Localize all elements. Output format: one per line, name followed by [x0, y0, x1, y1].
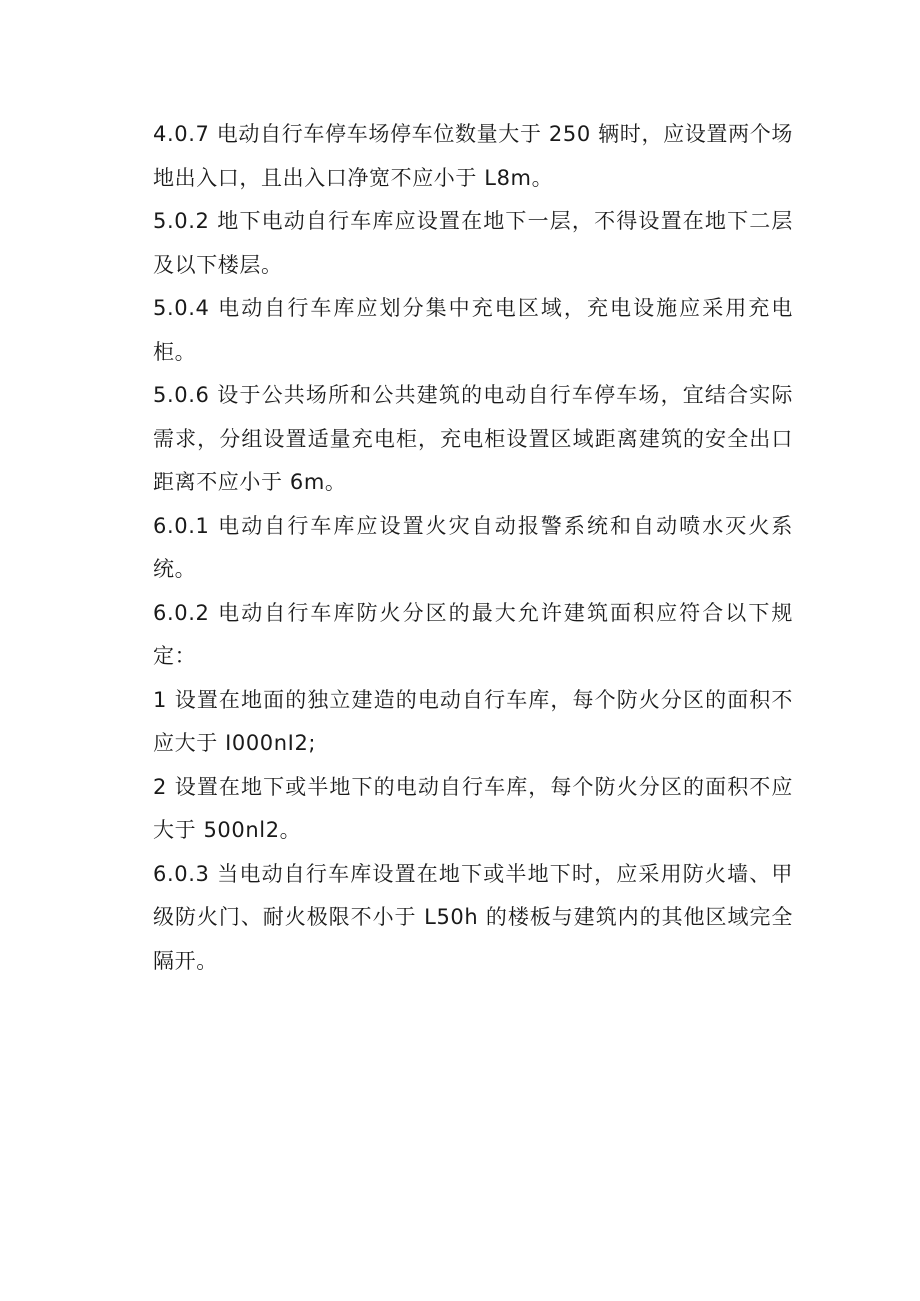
- clause-6-0-2-item-1: 1 设置在地面的独立建造的电动自行车库，每个防火分区的面积不应大于 I000nI2;: [153, 687, 793, 755]
- clause-6-0-1: 6.0.1 电动自行车库应设置火灾自动报警系统和自动喷水灭火系统。: [153, 513, 793, 581]
- clause-4-0-7: 4.0.7 电动自行车停车场停车位数量大于 250 辆时，应设置两个场地出入口，且出入口净宽不应小于 L8m。: [153, 122, 793, 190]
- clause-6-0-2: 6.0.2 电动自行车库防火分区的最大允许建筑面积应符合以下规定：: [153, 600, 793, 668]
- document-body: [153, 113, 793, 983]
- clause-5-0-2: 5.0.2 地下电动自行车库应设置在地下一层，不得设置在地下二层及以下楼层。: [153, 209, 793, 277]
- clause-5-0-4: 5.0.4 电动自行车库应划分集中充电区域，充电设施应采用充电柜。: [153, 296, 793, 364]
- clause-5-0-6: 5.0.6 设于公共场所和公共建筑的电动自行车停车场，宜结合实际需求，分组设置适量充电柜，充电柜设置区域距离建筑的安全出口距离不应小于 6m。: [153, 383, 793, 494]
- clause-6-0-3: 6.0.3 当电动自行车库设置在地下或半地下时，应采用防火墙、甲级防火门、耐火极限不小于 L50h 的楼板与建筑内的其他区域完全隔开。: [153, 861, 793, 973]
- clause-6-0-2-item-2: 2 设置在地下或半地下的电动自行车库，每个防火分区的面积不应大于 500nl2。: [153, 774, 793, 842]
